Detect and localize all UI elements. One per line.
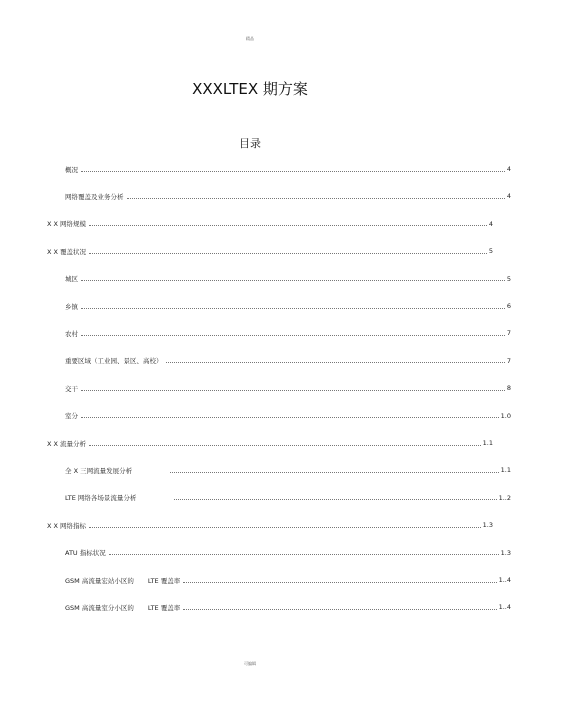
toc-entry[interactable] bbox=[0, 434, 547, 452]
toc-entry-title: X X 网络指标 bbox=[47, 521, 87, 530]
toc-leader-dots bbox=[109, 554, 499, 555]
toc-entry-label bbox=[65, 548, 106, 557]
toc-entry[interactable] bbox=[0, 407, 565, 425]
toc-leader-dots bbox=[81, 280, 505, 281]
toc-entry-label bbox=[47, 219, 86, 228]
toc-page-number: 4 bbox=[488, 219, 493, 228]
toc-entry-title: 全 X 三网流量发展分析 bbox=[65, 466, 133, 475]
toc-leader-dots bbox=[81, 417, 499, 418]
toc-entry[interactable] bbox=[0, 544, 565, 562]
toc-entry[interactable] bbox=[0, 489, 565, 507]
toc-entry-title: X X 覆盖状况 bbox=[47, 247, 87, 256]
toc-entry-label bbox=[65, 274, 78, 283]
toc-entry-title-suffix: LTE 覆盖率 bbox=[147, 576, 181, 585]
toc-leader-dots bbox=[89, 253, 487, 254]
toc-entry-label bbox=[65, 356, 163, 365]
toc-leader-dots bbox=[81, 171, 505, 172]
toc-leader-dots bbox=[166, 362, 505, 363]
toc-leader-dots bbox=[170, 472, 499, 473]
toc-entry[interactable] bbox=[0, 352, 565, 370]
toc-leader-dots bbox=[183, 609, 496, 610]
toc-page-number: 1.1 bbox=[500, 466, 511, 475]
toc-leader-dots bbox=[183, 582, 496, 583]
toc-entry-label bbox=[65, 576, 180, 585]
toc-entry[interactable] bbox=[0, 297, 565, 315]
toc-leader-dots bbox=[127, 198, 505, 199]
toc-entry-title: 乡镇 bbox=[65, 302, 78, 311]
toc-entry-title: GSM 高流量宏站小区的 bbox=[65, 576, 134, 585]
toc-leader-dots bbox=[89, 225, 487, 226]
page-header: 精品 bbox=[246, 36, 254, 41]
toc-page-number: 1.0 bbox=[500, 411, 511, 420]
toc-leader-dots bbox=[81, 335, 505, 336]
toc-leader-dots bbox=[81, 308, 505, 309]
toc-entry[interactable] bbox=[0, 160, 565, 178]
toc-entry[interactable] bbox=[0, 598, 565, 616]
toc-entry-title: 重要区域（工业园、景区、高校） bbox=[65, 357, 163, 366]
toc-entry[interactable] bbox=[0, 379, 565, 397]
toc-entry-title: 室分 bbox=[65, 412, 78, 421]
toc-entry-title: X X 网络规模 bbox=[47, 220, 87, 229]
toc-entry[interactable] bbox=[0, 187, 565, 205]
toc-entry[interactable] bbox=[0, 242, 547, 260]
toc-entry[interactable] bbox=[0, 270, 565, 288]
toc-entry-label bbox=[65, 302, 78, 311]
toc-heading: 目录 bbox=[239, 137, 261, 150]
toc-leader-dots bbox=[81, 390, 505, 391]
toc-page-number: 1..4 bbox=[498, 576, 511, 584]
toc-page-number: 7 bbox=[506, 356, 511, 365]
toc-entry-label bbox=[65, 165, 78, 174]
toc-entry-label bbox=[47, 439, 86, 448]
toc-page-number: 1.3 bbox=[482, 521, 493, 530]
toc-entry-title-suffix: LTE 覆盖率 bbox=[147, 603, 181, 612]
toc-entry[interactable] bbox=[0, 324, 565, 342]
toc-entry-label bbox=[47, 521, 86, 530]
toc-entry-title: 概况 bbox=[65, 165, 78, 174]
toc-entry[interactable] bbox=[0, 516, 547, 534]
toc-page-number: 1..2 bbox=[498, 493, 511, 502]
toc-page-number: 5 bbox=[488, 247, 493, 256]
toc-entry-label bbox=[65, 493, 136, 502]
page-footer: 可编辑 bbox=[244, 661, 256, 666]
toc-entry-title: 交干 bbox=[65, 384, 78, 393]
document-title: XXXLTEX 期方案 bbox=[192, 80, 308, 98]
toc-page-number: 4 bbox=[506, 192, 511, 201]
toc-entry-title: X X 流量分析 bbox=[47, 439, 87, 448]
toc-entry-label bbox=[65, 329, 78, 338]
toc-page-number: 5 bbox=[506, 274, 511, 283]
toc-entry-label bbox=[65, 411, 78, 420]
toc-entry-label bbox=[65, 192, 124, 201]
toc-page-number: 6 bbox=[506, 302, 511, 310]
toc-entry-label bbox=[65, 384, 78, 393]
toc-page-number: 1.3 bbox=[500, 548, 511, 557]
toc-page-number: 4 bbox=[506, 165, 511, 173]
toc-entry[interactable] bbox=[0, 461, 565, 479]
toc-entry-label bbox=[65, 603, 180, 612]
toc-page-number: 8 bbox=[506, 384, 511, 393]
toc-entry[interactable] bbox=[0, 571, 565, 589]
toc-entry-title: GSM 高流量室分小区的 bbox=[65, 603, 134, 612]
toc-entry-label bbox=[65, 466, 132, 475]
toc-page-number: 1..4 bbox=[498, 603, 511, 612]
toc-leader-dots bbox=[89, 527, 481, 528]
toc-leader-dots bbox=[89, 445, 481, 446]
toc-entry-label bbox=[47, 247, 86, 256]
toc-leader-dots bbox=[174, 499, 496, 500]
toc-entry-title: 农村 bbox=[65, 329, 78, 338]
toc-page-number: 7 bbox=[506, 329, 511, 338]
toc-entry-title: 网络覆盖及业务分析 bbox=[65, 192, 124, 201]
toc-entry-title: 城区 bbox=[65, 275, 78, 284]
toc-entry-title: LTE 网络各场景流量分析 bbox=[65, 494, 137, 503]
toc-page-number: 1.1 bbox=[482, 439, 493, 447]
toc-entry-title: ATU 指标状况 bbox=[65, 549, 106, 558]
toc-entry[interactable] bbox=[0, 215, 547, 233]
